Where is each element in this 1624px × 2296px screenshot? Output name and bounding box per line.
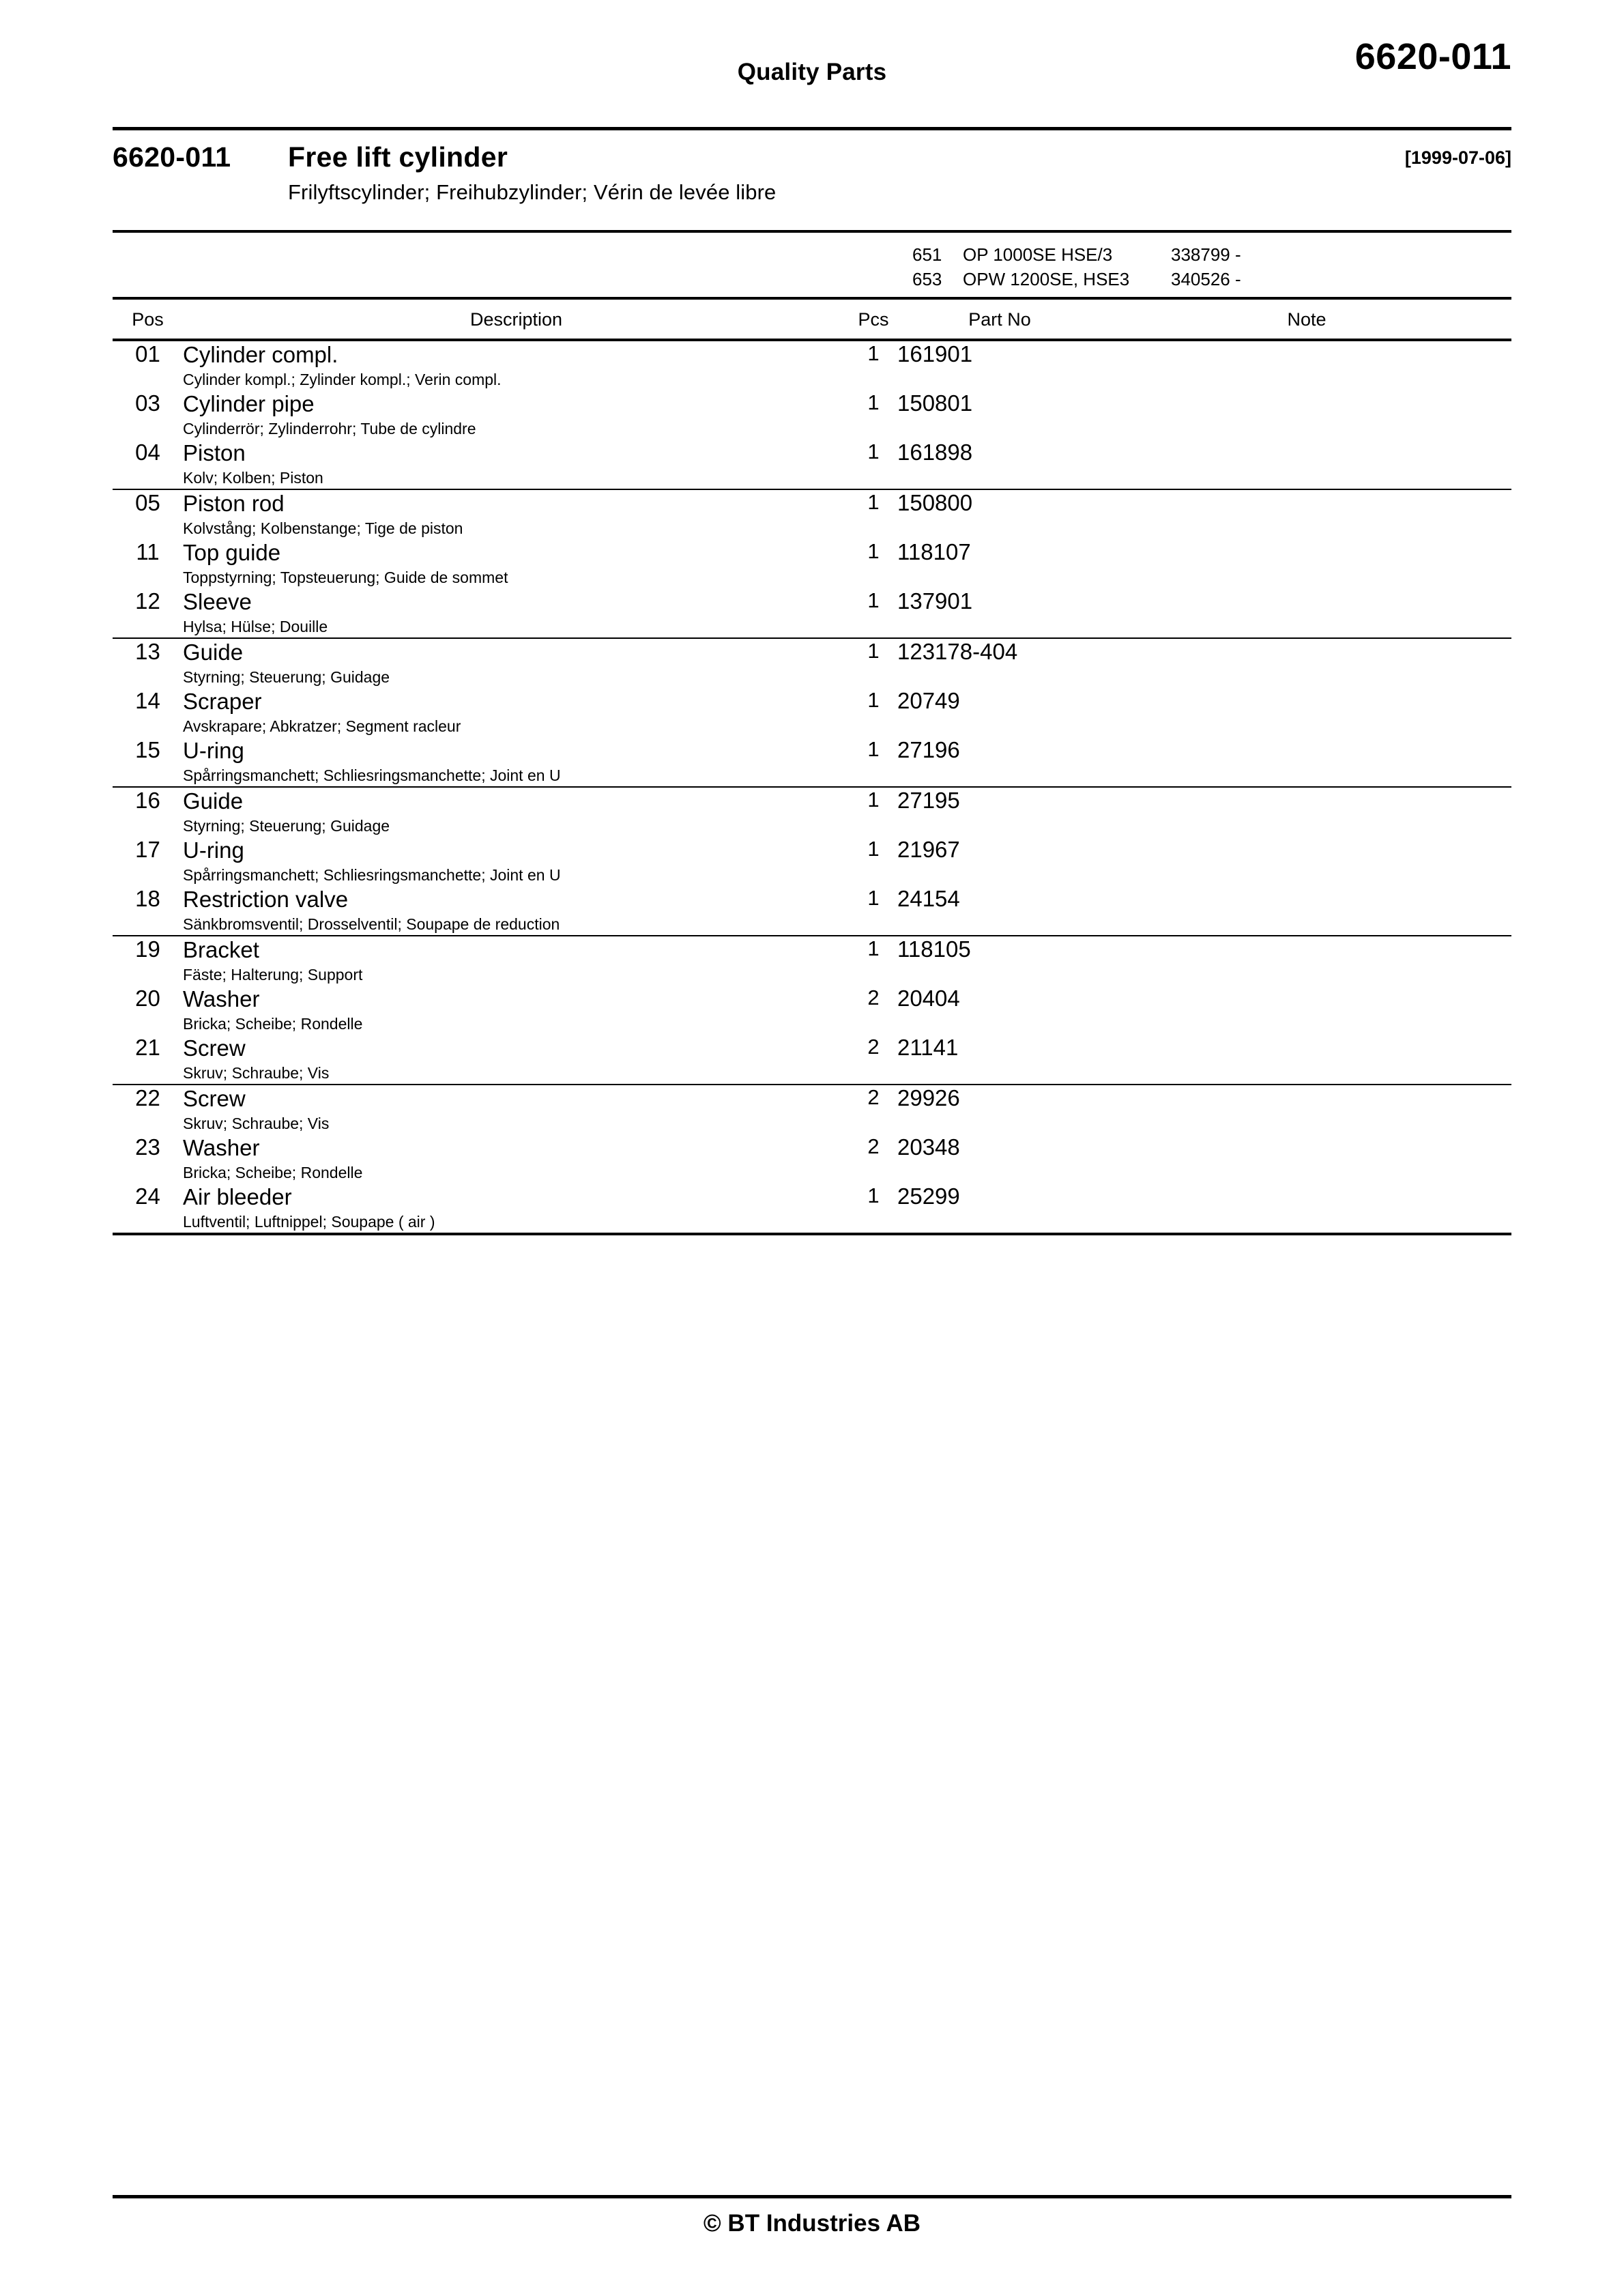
part-name: Air bleeder — [183, 1184, 292, 1209]
table-row[interactable] — [113, 440, 1511, 489]
revision-date-badge: [1999-07-06] — [1404, 147, 1511, 168]
cell-part-no: 137901 — [897, 588, 973, 614]
part-name-translations: Toppstyrning; Topsteuerung; Guide de sommet — [183, 569, 508, 586]
part-name: Scraper — [183, 689, 262, 714]
part-name: Washer — [183, 1135, 260, 1160]
cell-note — [1102, 390, 1511, 440]
cell-part-no: 24154 — [897, 886, 960, 911]
table-row[interactable] — [113, 936, 1511, 986]
running-head — [113, 36, 1511, 102]
cell-pos: 05 — [113, 489, 183, 539]
part-name-translations: Spårringsmanchett; Schliesringsmanchette; Joint en U — [183, 866, 561, 884]
cell-part-no: 118107 — [897, 539, 971, 564]
cell-description — [183, 787, 850, 837]
model-header-row — [113, 231, 1511, 298]
cell-description — [183, 489, 850, 539]
cell-pcs: 2 — [867, 986, 880, 1009]
cell-note — [1102, 1035, 1511, 1085]
part-name-translations: Hylsa; Hülse; Douille — [183, 618, 328, 635]
cell-note — [1102, 489, 1511, 539]
cell-pos: 22 — [113, 1085, 183, 1134]
part-name: U-ring — [183, 837, 244, 863]
cell-pos: 03 — [135, 390, 160, 416]
column-header-part-no — [897, 298, 1102, 340]
cell-pos: 16 — [113, 787, 183, 837]
header-rule — [113, 127, 1511, 130]
table-row[interactable] — [113, 986, 1511, 1035]
running-head-section-code: 6620-011 — [1354, 36, 1511, 77]
model-entry — [912, 242, 1511, 267]
model-code: 653 — [912, 269, 942, 289]
cell-description — [183, 638, 850, 688]
part-name: Washer — [183, 986, 260, 1011]
model-entry — [912, 267, 1511, 291]
part-name: Guide — [183, 640, 244, 665]
cell-note — [1102, 787, 1511, 837]
cell-note — [1102, 936, 1511, 986]
running-head-title: Quality Parts — [737, 59, 887, 85]
part-name-translations: Styrning; Steuerung; Guidage — [183, 668, 390, 686]
cell-note — [1102, 1134, 1511, 1183]
cell-pos: 20 — [135, 986, 160, 1011]
model-header-spacer — [113, 231, 897, 298]
part-name-translations: Sänkbromsventil; Drosselventil; Soupape de reduction — [183, 915, 560, 933]
column-header-pos — [113, 298, 183, 340]
cell-pcs: 1 — [867, 440, 880, 463]
part-name-translations: Fäste; Halterung; Support — [183, 966, 363, 984]
cell-pos: 23 — [135, 1134, 160, 1160]
cell-description — [183, 1085, 850, 1134]
part-name: Screw — [183, 1086, 246, 1111]
model-name: OP 1000SE HSE/3 — [963, 244, 1113, 265]
cell-part-no: 118105 — [897, 936, 1102, 986]
table-row[interactable] — [113, 688, 1511, 737]
table-row[interactable] — [113, 1035, 1511, 1085]
cell-pcs: 1 — [867, 837, 880, 861]
part-name-translations: Skruv; Schraube; Vis — [183, 1064, 330, 1082]
cell-pos: 11 — [136, 539, 160, 564]
part-name: U-ring — [183, 738, 244, 763]
cell-description — [183, 1035, 850, 1085]
part-name: Cylinder compl. — [183, 342, 338, 367]
cell-pos: 04 — [135, 440, 160, 465]
table-row[interactable] — [113, 886, 1511, 936]
cell-note — [1102, 837, 1511, 886]
cell-note — [1102, 588, 1511, 638]
part-name-translations: Kolv; Kolben; Piston — [183, 469, 323, 487]
cell-description — [183, 1183, 850, 1234]
cell-pcs: 1 — [867, 539, 880, 563]
cell-pos: 01 — [135, 341, 160, 367]
cell-pcs: 2 — [850, 1085, 897, 1134]
cell-note — [1102, 986, 1511, 1035]
part-name: Piston — [183, 440, 246, 465]
cell-pcs: 2 — [867, 1035, 880, 1059]
model-name: OPW 1200SE, HSE3 — [963, 269, 1130, 289]
cell-note — [1102, 1183, 1511, 1234]
part-name: Piston rod — [183, 491, 285, 516]
column-header-row — [113, 298, 1511, 340]
cell-pcs: 1 — [850, 787, 897, 837]
table-row[interactable] — [113, 1183, 1511, 1234]
table-row[interactable] — [113, 489, 1511, 539]
part-name-translations: Spårringsmanchett; Schliesringsmanchette; Joint en U — [183, 766, 561, 784]
part-name-translations: Styrning; Steuerung; Guidage — [183, 817, 390, 835]
cell-pos: 24 — [113, 1183, 183, 1234]
cell-description — [183, 440, 850, 489]
table-row[interactable] — [113, 390, 1511, 440]
cell-pcs: 1 — [867, 390, 880, 414]
cell-part-no: 150800 — [897, 489, 1102, 539]
cell-part-no: 21141 — [897, 1035, 959, 1060]
column-header-description — [183, 298, 850, 340]
cell-pcs: 1 — [850, 489, 897, 539]
cell-pcs: 1 — [867, 341, 880, 365]
part-name-translations: Bricka; Scheibe; Rondelle — [183, 1015, 363, 1033]
column-header-note — [1102, 298, 1511, 340]
cell-note — [1102, 886, 1511, 936]
cell-pos: 12 — [135, 588, 160, 614]
cell-part-no: 21967 — [897, 837, 960, 862]
cell-pos: 19 — [113, 936, 183, 986]
table-row[interactable] — [113, 737, 1511, 787]
cell-description — [183, 837, 850, 886]
column-header-pcs-label: Pcs — [858, 309, 889, 330]
cell-description — [183, 986, 850, 1035]
part-name: Cylinder pipe — [183, 391, 315, 416]
part-name-translations: Avskrapare; Abkratzer; Segment racleur — [183, 717, 461, 735]
cell-note — [1102, 440, 1511, 489]
title-translations: Frilyftscylinder; Freihubzylinder; Vérin de levée libre — [288, 180, 777, 204]
section-number: 6620-011 — [113, 141, 231, 173]
cell-pos: 15 — [135, 737, 160, 762]
column-header-part-no-label: Part No — [968, 309, 1031, 330]
footer-copyright: © BT Industries AB — [703, 2210, 921, 2237]
cell-part-no: 161901 — [897, 341, 973, 367]
cell-part-no: 161898 — [897, 440, 973, 465]
column-header-description-label: Description — [469, 309, 563, 330]
part-name: Screw — [183, 1035, 246, 1061]
cell-description — [183, 737, 850, 787]
cell-description — [183, 390, 850, 440]
cell-note — [1102, 688, 1511, 737]
cell-pcs: 1 — [850, 638, 897, 688]
table-row[interactable] — [113, 539, 1511, 588]
cell-pcs: 1 — [850, 1183, 897, 1234]
part-name: Top guide — [183, 540, 281, 565]
part-name-translations: Kolvstång; Kolbenstange; Tige de piston — [183, 519, 463, 537]
table-row[interactable] — [113, 1085, 1511, 1134]
cell-part-no: 150801 — [897, 390, 973, 416]
cell-part-no: 27195 — [897, 787, 1102, 837]
part-name-translations: Cylinderrör; Zylinderrohr; Tube de cylindre — [183, 420, 476, 437]
cell-description — [183, 936, 850, 986]
table-row[interactable] — [113, 837, 1511, 886]
cell-part-no: 20749 — [897, 688, 960, 713]
part-name: Sleeve — [183, 589, 252, 614]
cell-description — [183, 340, 850, 390]
part-name: Bracket — [183, 937, 259, 962]
title-block — [113, 141, 1511, 175]
column-header-pcs — [850, 298, 897, 340]
cell-part-no: 27196 — [897, 737, 960, 762]
part-name-translations: Luftventil; Luftnippel; Soupape ( air ) — [183, 1213, 435, 1231]
cell-part-no: 20404 — [897, 986, 960, 1011]
cell-description — [183, 688, 850, 737]
table-row[interactable] — [113, 787, 1511, 837]
cell-part-no: 123178-404 — [897, 638, 1102, 688]
cell-pos: 14 — [135, 688, 160, 713]
cell-note — [1102, 1085, 1511, 1134]
cell-pcs: 1 — [850, 936, 897, 986]
table-row[interactable] — [113, 1134, 1511, 1183]
cell-note — [1102, 737, 1511, 787]
page-title: Free lift cylinder — [288, 141, 508, 173]
cell-part-no: 20348 — [897, 1134, 960, 1160]
column-header-pos-label: Pos — [132, 309, 164, 330]
cell-pos: 13 — [113, 638, 183, 688]
table-row[interactable] — [113, 340, 1511, 390]
model-code: 651 — [912, 244, 942, 265]
part-name: Restriction valve — [183, 887, 349, 912]
cell-pcs: 1 — [867, 737, 880, 761]
cell-note — [1102, 539, 1511, 588]
cell-pos: 21 — [135, 1035, 160, 1060]
cell-description — [183, 1134, 850, 1183]
cell-description — [183, 588, 850, 638]
footer-rule — [113, 2195, 1511, 2198]
cell-note — [1102, 638, 1511, 688]
part-name: Guide — [183, 788, 244, 814]
cell-pos: 17 — [135, 837, 160, 862]
cell-pcs: 2 — [867, 1134, 880, 1158]
cell-note — [1102, 340, 1511, 390]
part-name-translations: Cylinder kompl.; Zylinder kompl.; Verin compl. — [183, 371, 502, 388]
cell-pcs: 1 — [867, 688, 880, 712]
table-row[interactable] — [113, 638, 1511, 688]
parts-table — [113, 230, 1511, 1235]
model-applicability-list — [897, 231, 1511, 298]
model-serial-range: 338799 - — [1171, 244, 1241, 265]
cell-part-no: 25299 — [897, 1183, 1102, 1234]
cell-pos: 18 — [135, 886, 160, 911]
cell-pcs: 1 — [867, 588, 880, 612]
part-name-translations: Bricka; Scheibe; Rondelle — [183, 1164, 363, 1181]
cell-description — [183, 539, 850, 588]
cell-pcs: 1 — [867, 886, 880, 910]
cell-description — [183, 886, 850, 936]
cell-part-no: 29926 — [897, 1085, 1102, 1134]
table-row[interactable] — [113, 588, 1511, 638]
part-name-translations: Skruv; Schraube; Vis — [183, 1115, 330, 1132]
column-header-note-label: Note — [1287, 309, 1326, 330]
model-serial-range: 340526 - — [1171, 269, 1241, 289]
